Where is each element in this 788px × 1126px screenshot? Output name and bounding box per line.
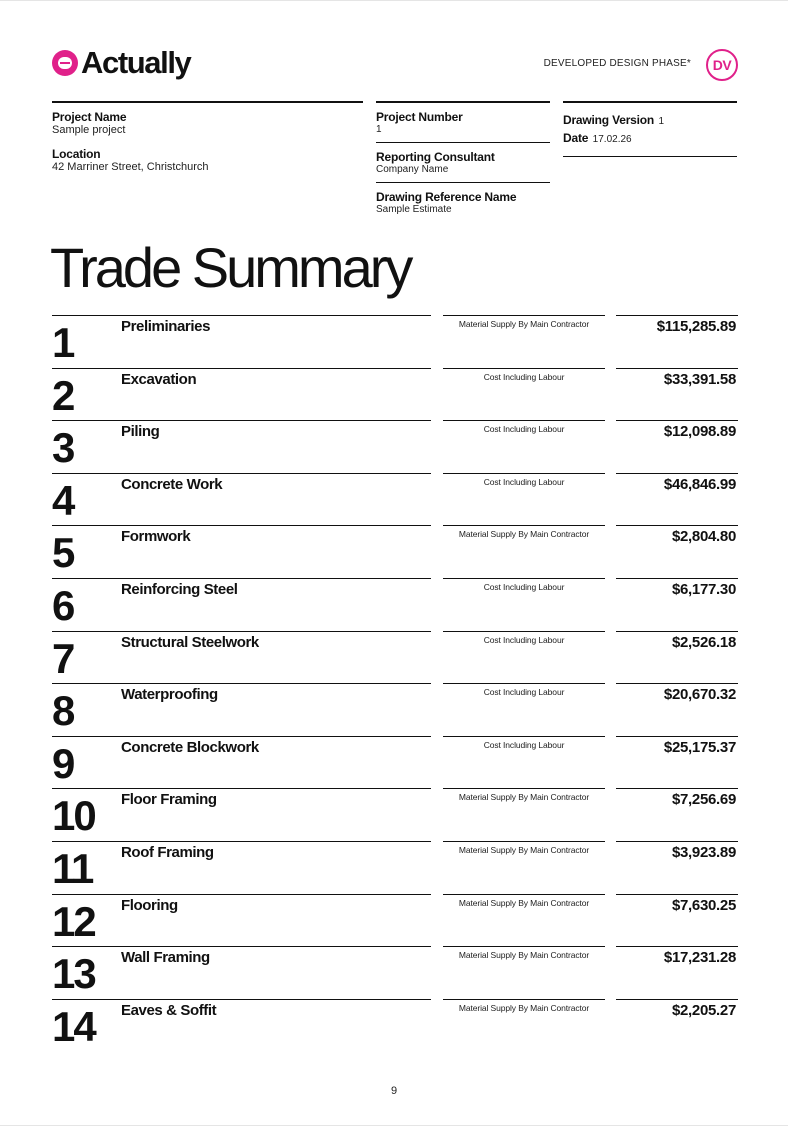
trade-row [52, 525, 738, 578]
trade-name: Formwork [121, 528, 191, 546]
trade-row [52, 841, 738, 894]
row-divider [443, 736, 605, 737]
trade-amount: $12,098.89 [663, 423, 736, 441]
trade-cost-type: Material Supply By Main Contractor [458, 529, 590, 540]
trade-cost-type: Cost Including Labour [483, 687, 565, 698]
trade-row [52, 315, 738, 368]
trade-amount: $3,923.89 [671, 843, 736, 861]
trade-cost-type: Cost Including Labour [483, 424, 565, 435]
trade-number: 3 [52, 424, 74, 472]
trade-row [52, 999, 738, 1052]
trade-amount: $46,846.99 [663, 475, 736, 493]
row-divider [616, 420, 738, 421]
row-divider [52, 946, 431, 947]
trade-row [52, 631, 738, 684]
trade-name: Flooring [121, 896, 178, 914]
row-divider [443, 525, 605, 526]
project-name-label: Project Name [52, 110, 127, 124]
trade-number: 7 [52, 634, 74, 682]
row-divider [52, 683, 431, 684]
trade-number: 2 [52, 371, 74, 419]
consultant-value: Company Name [376, 164, 449, 175]
row-divider [616, 315, 738, 316]
trade-number: 11 [52, 844, 93, 892]
row-divider [616, 525, 738, 526]
row-divider [616, 683, 738, 684]
project-name-block [52, 103, 363, 136]
meta-column-version [563, 101, 737, 157]
meta-column-project [52, 101, 363, 173]
row-divider [443, 368, 605, 369]
trade-cost-type: Material Supply By Main Contractor [458, 792, 590, 803]
row-divider [52, 315, 431, 316]
trade-amount: $7,256.69 [671, 791, 736, 809]
trade-name: Structural Steelwork [121, 633, 259, 651]
row-divider [52, 420, 431, 421]
row-divider [52, 473, 431, 474]
row-divider [616, 841, 738, 842]
drawing-reference-label: Drawing Reference Name [376, 190, 517, 204]
row-divider [443, 473, 605, 474]
trade-number: 10 [52, 792, 95, 840]
trade-row [52, 420, 738, 473]
trade-amount: $33,391.58 [663, 370, 736, 388]
trade-amount: $7,630.25 [671, 896, 736, 914]
trade-amount: $2,526.18 [671, 633, 736, 651]
trade-amount: $20,670.32 [663, 686, 736, 704]
drawing-reference-value: Sample Estimate [376, 204, 452, 215]
row-divider [443, 788, 605, 789]
trade-cost-type: Cost Including Labour [483, 581, 565, 592]
location-label: Location [52, 147, 101, 161]
trade-number: 4 [52, 476, 74, 524]
drawing-version-block [563, 103, 737, 149]
trade-cost-type: Cost Including Labour [483, 476, 565, 487]
trade-cost-type: Material Supply By Main Contractor [458, 950, 590, 961]
row-divider [443, 420, 605, 421]
project-number-block [376, 103, 550, 135]
trade-row [52, 683, 738, 736]
project-number-value: 1 [376, 124, 382, 135]
drawing-version-value: 1 [658, 116, 665, 127]
row-divider [616, 631, 738, 632]
row-divider [52, 788, 431, 789]
trade-row [52, 736, 738, 789]
trade-number: 12 [52, 897, 95, 945]
trade-name: Concrete Work [121, 475, 223, 493]
row-divider [616, 894, 738, 895]
trade-amount: $6,177.30 [671, 580, 736, 598]
row-divider [443, 841, 605, 842]
meta-column-references [376, 101, 550, 215]
row-divider [443, 999, 605, 1000]
trade-row [52, 894, 738, 947]
trade-cost-type: Material Supply By Main Contractor [458, 844, 590, 855]
brand-name: Actually [81, 45, 191, 80]
row-divider [616, 736, 738, 737]
brand-logo [52, 47, 190, 78]
trade-cost-type: Cost Including Labour [483, 739, 565, 750]
row-divider [616, 946, 738, 947]
trade-name: Roof Framing [121, 843, 214, 861]
row-divider [616, 999, 738, 1000]
trade-name: Preliminaries [121, 318, 211, 335]
trade-row [52, 788, 738, 841]
trade-row [52, 368, 738, 421]
row-divider [52, 631, 431, 632]
trade-name: Eaves & Soffit [121, 1001, 217, 1019]
consultant-label: Reporting Consultant [376, 150, 495, 164]
drawing-version-label: Drawing Version [563, 113, 655, 127]
trade-name: Wall Framing [121, 949, 210, 967]
row-divider [52, 578, 431, 579]
drawing-reference-block [376, 183, 550, 215]
trade-amount: $2,205.27 [671, 1001, 736, 1019]
trade-name: Waterproofing [121, 686, 218, 704]
trade-cost-type: Material Supply By Main Contractor [458, 319, 590, 329]
trade-cost-type: Cost Including Labour [483, 634, 565, 645]
row-divider [52, 841, 431, 842]
row-divider [616, 368, 738, 369]
date-label: Date [563, 131, 589, 145]
row-divider [616, 473, 738, 474]
trade-cost-type: Material Supply By Main Contractor [458, 1002, 590, 1013]
trade-name: Concrete Blockwork [121, 738, 259, 756]
trade-row [52, 946, 738, 999]
trade-amount: $17,231.28 [663, 949, 736, 967]
consultant-block [376, 143, 550, 175]
page-title: Trade Summary [50, 236, 411, 299]
trade-cost-type: Material Supply By Main Contractor [458, 897, 590, 908]
row-divider [52, 894, 431, 895]
trade-name: Piling [121, 423, 160, 441]
trade-row [52, 473, 738, 526]
project-name-value: Sample project [52, 124, 126, 136]
trade-summary-list [52, 315, 738, 1051]
trade-name: Floor Framing [121, 791, 217, 809]
trade-number: 8 [52, 687, 74, 735]
row-divider [443, 683, 605, 684]
row-divider [52, 999, 431, 1000]
row-divider [52, 525, 431, 526]
row-divider [52, 736, 431, 737]
trade-number: 1 [52, 319, 74, 366]
trade-name: Excavation [121, 370, 197, 388]
trade-name: Reinforcing Steel [121, 580, 238, 598]
trade-amount: $25,175.37 [663, 738, 736, 756]
trade-amount: $2,804.80 [671, 528, 736, 546]
row-divider [52, 368, 431, 369]
divider [563, 156, 737, 157]
design-phase-label: DEVELOPED DESIGN PHASE* [543, 58, 691, 69]
page-number: 9 [390, 1085, 398, 1097]
phase-badge: DV [706, 49, 738, 81]
location-value: 42 Marriner Street, Christchurch [52, 161, 209, 173]
logo-mark-icon [52, 50, 78, 76]
trade-number: 13 [52, 950, 95, 998]
date-value: 17.02.26 [592, 134, 632, 145]
row-divider [443, 578, 605, 579]
trade-number: 5 [52, 529, 74, 577]
trade-number: 6 [52, 581, 74, 629]
trade-amount: $115,285.89 [656, 318, 736, 335]
row-divider [443, 631, 605, 632]
location-block [52, 136, 363, 173]
trade-number: 14 [52, 1002, 95, 1050]
row-divider [443, 946, 605, 947]
trade-number: 9 [52, 739, 74, 787]
row-divider [443, 315, 605, 316]
row-divider [616, 788, 738, 789]
trade-cost-type: Cost Including Labour [483, 371, 565, 382]
trade-row [52, 578, 738, 631]
project-number-label: Project Number [376, 110, 463, 124]
row-divider [443, 894, 605, 895]
row-divider [616, 578, 738, 579]
